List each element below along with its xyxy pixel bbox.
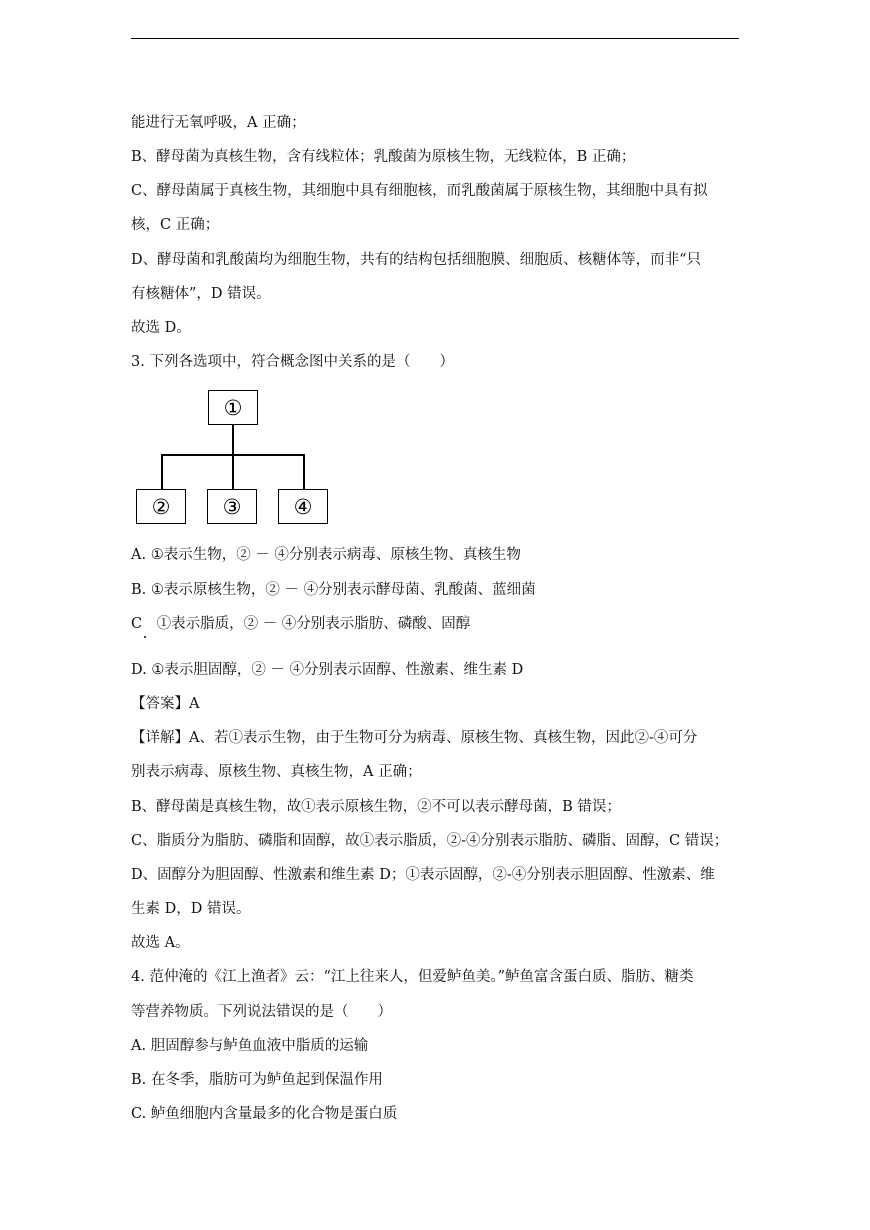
explanation-line: C、脂质分为脂肪、磷脂和固醇，故①表示脂质，②-④分别表示脂肪、磷脂、固醇，C 错误； [131,833,729,849]
diagram-node-child: ③ [207,489,257,524]
text-line: 故选 D。 [131,320,191,336]
explanation-line: 别表示病毒、原核生物、真核生物，A 正确； [131,764,422,780]
explanation-line: B、酵母菌是真核生物，故①表示原核生物，②不可以表示酵母菌，B 错误； [131,799,621,815]
explanation-line: 【详解】A、若①表示生物，由于生物可分为病毒、原核生物、真核生物，因此②-④可分 [131,730,698,746]
option-a: A. ①表示生物，② － ④分别表示病毒、原核生物、真核生物 [131,547,521,563]
option-c-dot [144,636,146,638]
question-3-stem: 3. 下列各选项中，符合概念图中关系的是（ ） [131,354,454,370]
option-d: D. ①表示胆固醇，② － ④分别表示固醇、性激素、维生素 D [131,662,524,678]
diagram-node-child: ② [136,489,186,524]
header-rule [131,38,739,39]
text-line: 核，C 正确； [131,217,220,233]
question-4-stem: 等营养物质。下列说法错误的是（ ） [131,1004,392,1020]
question-4-stem: 4. 范仲淹的《江上渔者》云：“江上往来人，但爱鲈鱼美。”鲈鱼富含蛋白质、脂肪、糖类 [131,969,694,985]
option-b: B. ①表示原核生物，② － ④分别表示酵母菌、乳酸菌、蓝细菌 [131,582,536,598]
text-line: D、酵母菌和乳酸菌均为细胞生物，共有的结构包括细胞膜、细胞质、核糖体等，而非“只 [131,252,702,268]
connector-line [303,454,305,489]
question-4-option-a: A. 胆固醇参与鲈鱼血液中脂质的运输 [131,1038,369,1054]
text-line: C、酵母菌属于真核生物，其细胞中具有细胞核，而乳酸菌属于原核生物，其细胞中具有拟 [131,183,708,199]
answer-label: 【答案】A [131,696,200,712]
connector-line [232,424,234,454]
explanation-line: D、固醇分为胆固醇、性激素和维生素 D；①表示固醇，②-④分别表示胆固醇、性激素、维 [131,867,715,883]
diagram-node-child: ④ [278,489,328,524]
text-line: B、酵母菌为真核生物，含有线粒体；乳酸菌为原核生物，无线粒体，B 正确； [131,149,636,165]
text-line: 能进行无氧呼吸，A 正确； [131,115,306,131]
explanation-line: 生素 D，D 错误。 [131,901,251,917]
diagram-node-top: ① [208,390,258,425]
connector-line [161,454,163,489]
question-4-option-b: B. 在冬季，脂肪可为鲈鱼起到保温作用 [131,1072,383,1088]
connector-line [232,454,234,489]
text-line: 有核糖体”，D 错误。 [131,286,271,302]
explanation-line: 故选 A。 [131,935,190,951]
question-4-option-c: C. 鲈鱼细胞内含量最多的化合物是蛋白质 [131,1106,398,1122]
option-c: C ①表示脂质，② － ④分别表示脂肪、磷酸、固醇 [131,616,471,632]
concept-diagram [131,388,351,528]
